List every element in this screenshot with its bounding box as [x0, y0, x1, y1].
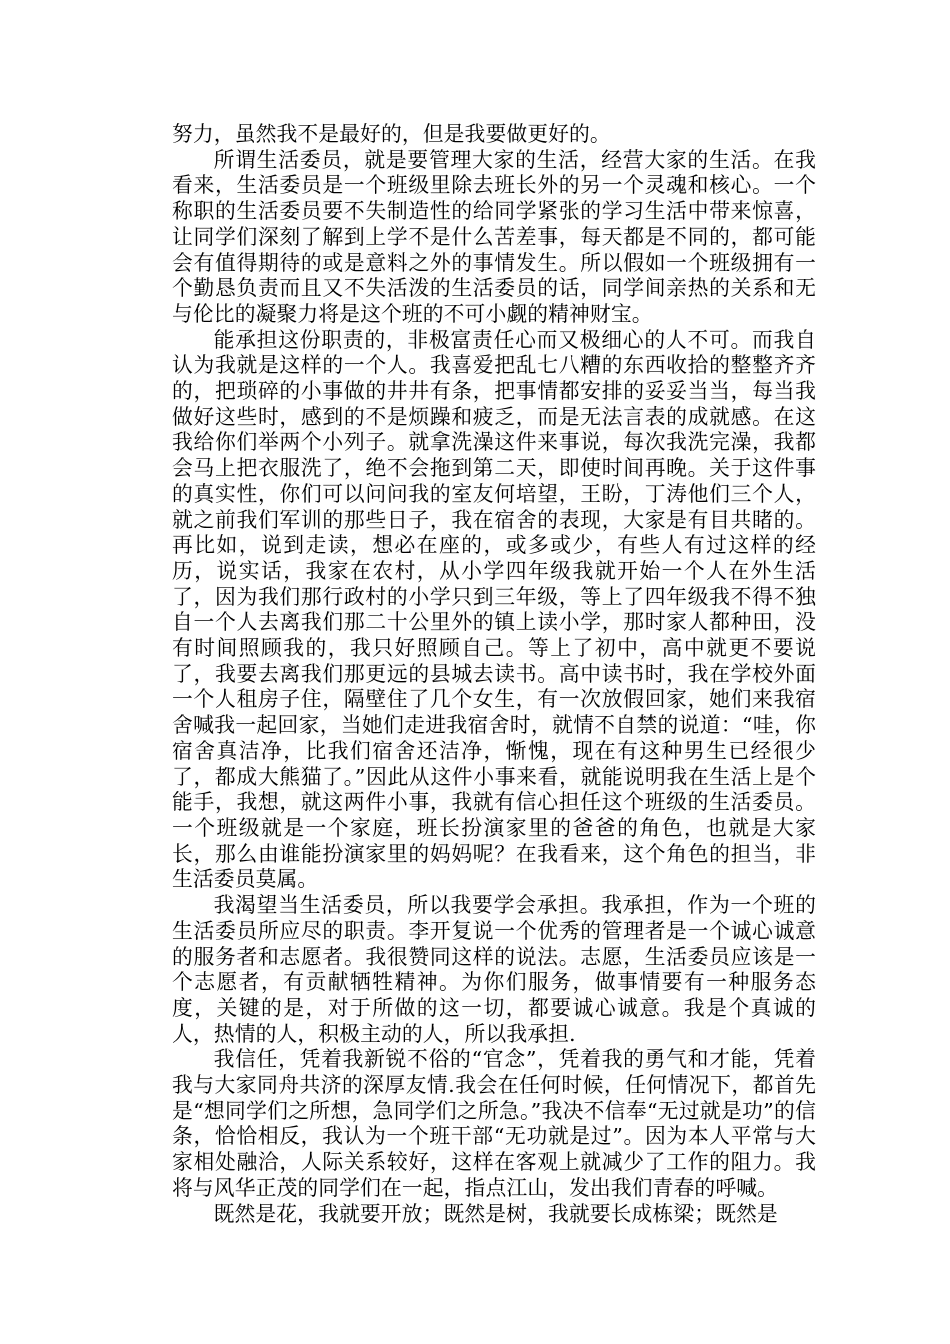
paragraph-role-definition: 所谓生活委员，就是要管理大家的生活，经营大家的生活。在我看来，生活委员是一个班级里除去班长外的另一个灵魂和核心。一个称职的生活委员要不失制造性的给同学紧张的学习生活中带来惊喜，让同学们深刻了解到上学不是什么苦差事，每天都是不同的，都可能会有值得期待的或是意料之外的事情发生。所以假如一个班级拥有一个勤恳负责而且又不失活泼的生活委员的话，同学间亲热的关系和无与伦比的凝聚力将是这个班的不可小觑的精神财宝。 [172, 147, 816, 326]
paragraph-responsibility: 能承担这份职责的，非极富责任心而又极细心的人不可。而我自认为我就是这样的一个人。我喜爱把乱七八糟的东西收拾的整整齐齐的，把琐碎的小事做的井井有条，把事情都安排的妥妥当当，每当我做好这些时，感到的不是烦躁和疲乏，而是无法言表的成就感。在这我给你们举两个小列子。就拿洗澡这件来事说，每次我洗完澡，我都会马上把衣服洗了，绝不会拖到第二天，即使时间再晚。关于这件事的真实性，你们可以问问我的室友何培望，王盼，丁涛他们三个人，就之前我们军训的那些日子，我在宿舍的表现，大家是有目共睹的。再比如，说到走读，想必在座的，或多或少，有些人有过这样的经历，说实话，我家在农村，从小学四年级我就开始一个人在外生活了，因为我们那行政村的小学只到三年级，等上了四年级我不得不独自一个人去离我们那二十公里外的镇上读小学，那时家人都种田，没有时间照顾我的，我只好照顾自己。等上了初中，高中就更不要说了，我要去离我们那更远的县城去读书。高中读书时，我在学校外面一个人租房子住，隔壁住了几个女生，有一次放假回家，她们来我宿舍喊我一起回家，当她们走进我宿舍时，就情不自禁的说道：“哇，你宿舍真洁净，比我们宿舍还洁净，惭愧，现在有这种男生已经很少了，都成大熊猫了。”因此从这件小事来看，就能说明我在生活上是个能手，我想，就这两件小事，我就有信心担任这个班级的生活委员。一个班级就是一个家庭，班长扮演家里的爸爸的角色，也就是大家长，那么由谁能扮演家里的妈妈呢？在我看来，这个角色的担当，非生活委员莫属。 [172, 327, 816, 892]
paragraph-belief: 我信任，凭着我新锐不俗的“官念”，凭着我的勇气和才能，凭着我与大家同舟共济的深厚友情.我会在任何时候，任何情况下，都首先是“想同学们之所想，急同学们之所急。”我决不信奉“无过就是功”的信条，恰恰相反，我认为一个班干部“无功就是过”。因为本人平常与大家相处融洽，人际关系较好，这样在客观上就减少了工作的阻力。我将与风华正茂的同学们在一起，指点江山，发出我们青春的呼喊。 [172, 1047, 816, 1200]
paragraph-continuation: 努力，虽然我不是最好的，但是我要做更好的。 [172, 122, 611, 146]
document-page [172, 122, 816, 1227]
paragraph-closing: 既然是花，我就要开放；既然是树，我就要长成栋梁；既然是 [213, 1201, 778, 1226]
paragraph-commitment: 我渴望当生活委员，所以我要学会承担。我承担，作为一个班的生活委员所应尽的职责。李开复说一个优秀的管理者是一个诚心诚意的服务者和志愿者。我很赞同这样的说法。志愿，生活委员应该是一个志愿者，有贡献牺牲精神。为你们服务，做事情要有一种服务态度，关键的是，对于所做的这一切，都要诚心诚意。我是个真诚的人，热情的人，积极主动的人，所以我承担. [172, 893, 816, 1046]
